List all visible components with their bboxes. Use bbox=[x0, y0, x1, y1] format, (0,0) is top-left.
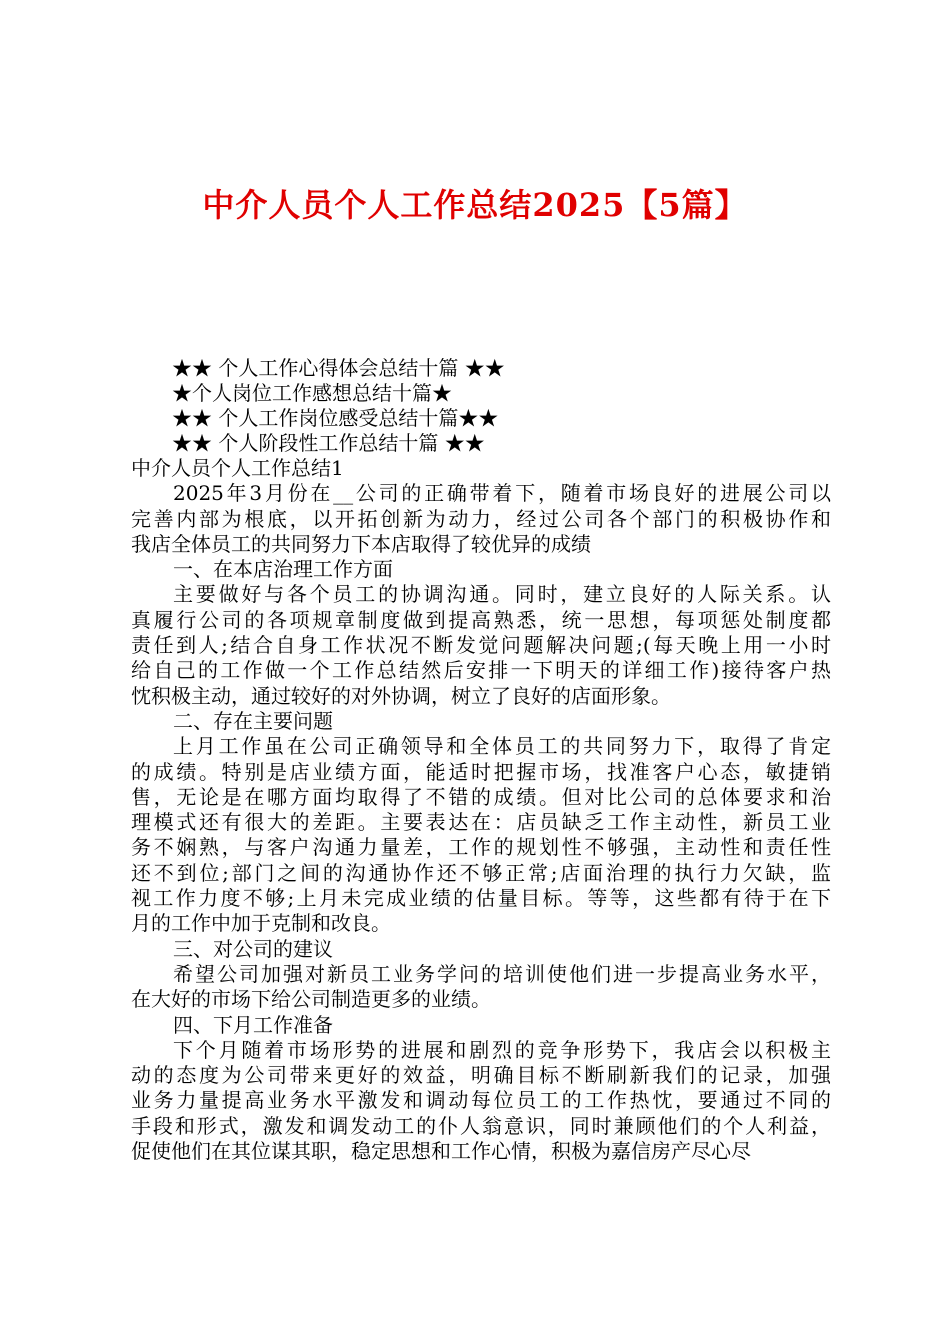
paragraph-line: 的成绩。特别是店业绩方面，能适时把握市场，找准客户心态，敏捷销 bbox=[131, 759, 831, 784]
paragraph-line: 业务力量提高业务水平激发和调动每位员工的工作热忱，要通过不同的 bbox=[131, 1088, 831, 1113]
paragraph-line: 售，无论是在哪方面均取得了不错的成绩。但对比公司的总体要求和治 bbox=[131, 784, 831, 809]
section-heading: 二、存在主要问题 bbox=[173, 708, 333, 733]
paragraph-line: 主要做好与各个员工的协调沟通。同时，建立良好的人际关系。认 bbox=[173, 582, 831, 607]
paragraph-line: 2025年3月份在__公司的正确带着下，随着市场良好的进展公司以 bbox=[173, 481, 831, 506]
paragraph-line: 促使他们在其位谋其职，稳定思想和工作心情，积极为嘉信房产尽心尽 bbox=[131, 1139, 751, 1164]
related-link-3[interactable]: ★★ 个人工作岗位感受总结十篇★★ bbox=[172, 406, 499, 430]
paragraph-line: 还不到位;部门之间的沟通协作还不够正常;店面治理的执行力欠缺，监 bbox=[131, 860, 831, 885]
document-title: 中介人员个人工作总结2025【5篇】 bbox=[202, 186, 748, 224]
related-link-2[interactable]: ★个人岗位工作感想总结十篇★ bbox=[172, 381, 452, 405]
related-link-4[interactable]: ★★ 个人阶段性工作总结十篇 ★★ bbox=[172, 431, 485, 455]
related-link-1[interactable]: ★★ 个人工作心得体会总结十篇 ★★ bbox=[172, 356, 505, 380]
paragraph-line: 忱积极主动，通过较好的对外协调，树立了良好的店面形象。 bbox=[131, 683, 671, 708]
paragraph-line: 月的工作中加于克制和改良。 bbox=[131, 911, 391, 936]
paragraph-line: 责任到人;结合自身工作状况不断发觉问题解决问题;(每天晚上用一小时 bbox=[131, 633, 831, 658]
article-subtitle: 中介人员个人工作总结1 bbox=[131, 456, 344, 480]
paragraph-line: 上月工作虽在公司正确领导和全体员工的共同努力下，取得了肯定 bbox=[173, 734, 831, 759]
paragraph-line: 希望公司加强对新员工业务学问的培训使他们进一步提高业务水平， bbox=[173, 961, 831, 986]
paragraph-line: 理模式还有很大的差距。主要表达在：店员缺乏工作主动性，新员工业 bbox=[131, 810, 831, 835]
paragraph-line: 真履行公司的各项规章制度做到提高熟悉，统一思想，每项惩处制度都 bbox=[131, 607, 831, 632]
section-heading: 一、在本店治理工作方面 bbox=[173, 557, 393, 582]
paragraph-line: 给自己的工作做一个工作总结然后安排一下明天的详细工作)接待客户热 bbox=[131, 658, 831, 683]
related-links bbox=[172, 356, 832, 456]
paragraph-line: 在大好的市场下给公司制造更多的业绩。 bbox=[131, 987, 491, 1012]
paragraph-line: 视工作力度不够;上月未完成业绩的估量目标。等等，这些都有待于在下 bbox=[131, 886, 831, 911]
paragraph-line: 完善内部为根底，以开拓创新为动力，经过公司各个部门的积极协作和 bbox=[131, 506, 831, 531]
paragraph-line: 务不娴熟，与客户沟通力量差，工作的规划性不够强，主动性和责任性 bbox=[131, 835, 831, 860]
paragraph-line: 动的态度为公司带来更好的效益，明确目标不断刷新我们的记录，加强 bbox=[131, 1063, 831, 1088]
article-body bbox=[131, 456, 831, 1296]
paragraph-line: 下个月随着市场形势的进展和剧烈的竞争形势下，我店会以积极主 bbox=[173, 1037, 831, 1062]
paragraph-line: 手段和形式，激发和调发动工的仆人翁意识，同时兼顾他们的个人利益， bbox=[131, 1113, 831, 1138]
paragraph-line: 我店全体员工的共同努力下本店取得了较优异的成绩 bbox=[131, 531, 591, 556]
section-heading: 四、下月工作准备 bbox=[173, 1012, 333, 1037]
section-heading: 三、对公司的建议 bbox=[173, 936, 333, 961]
